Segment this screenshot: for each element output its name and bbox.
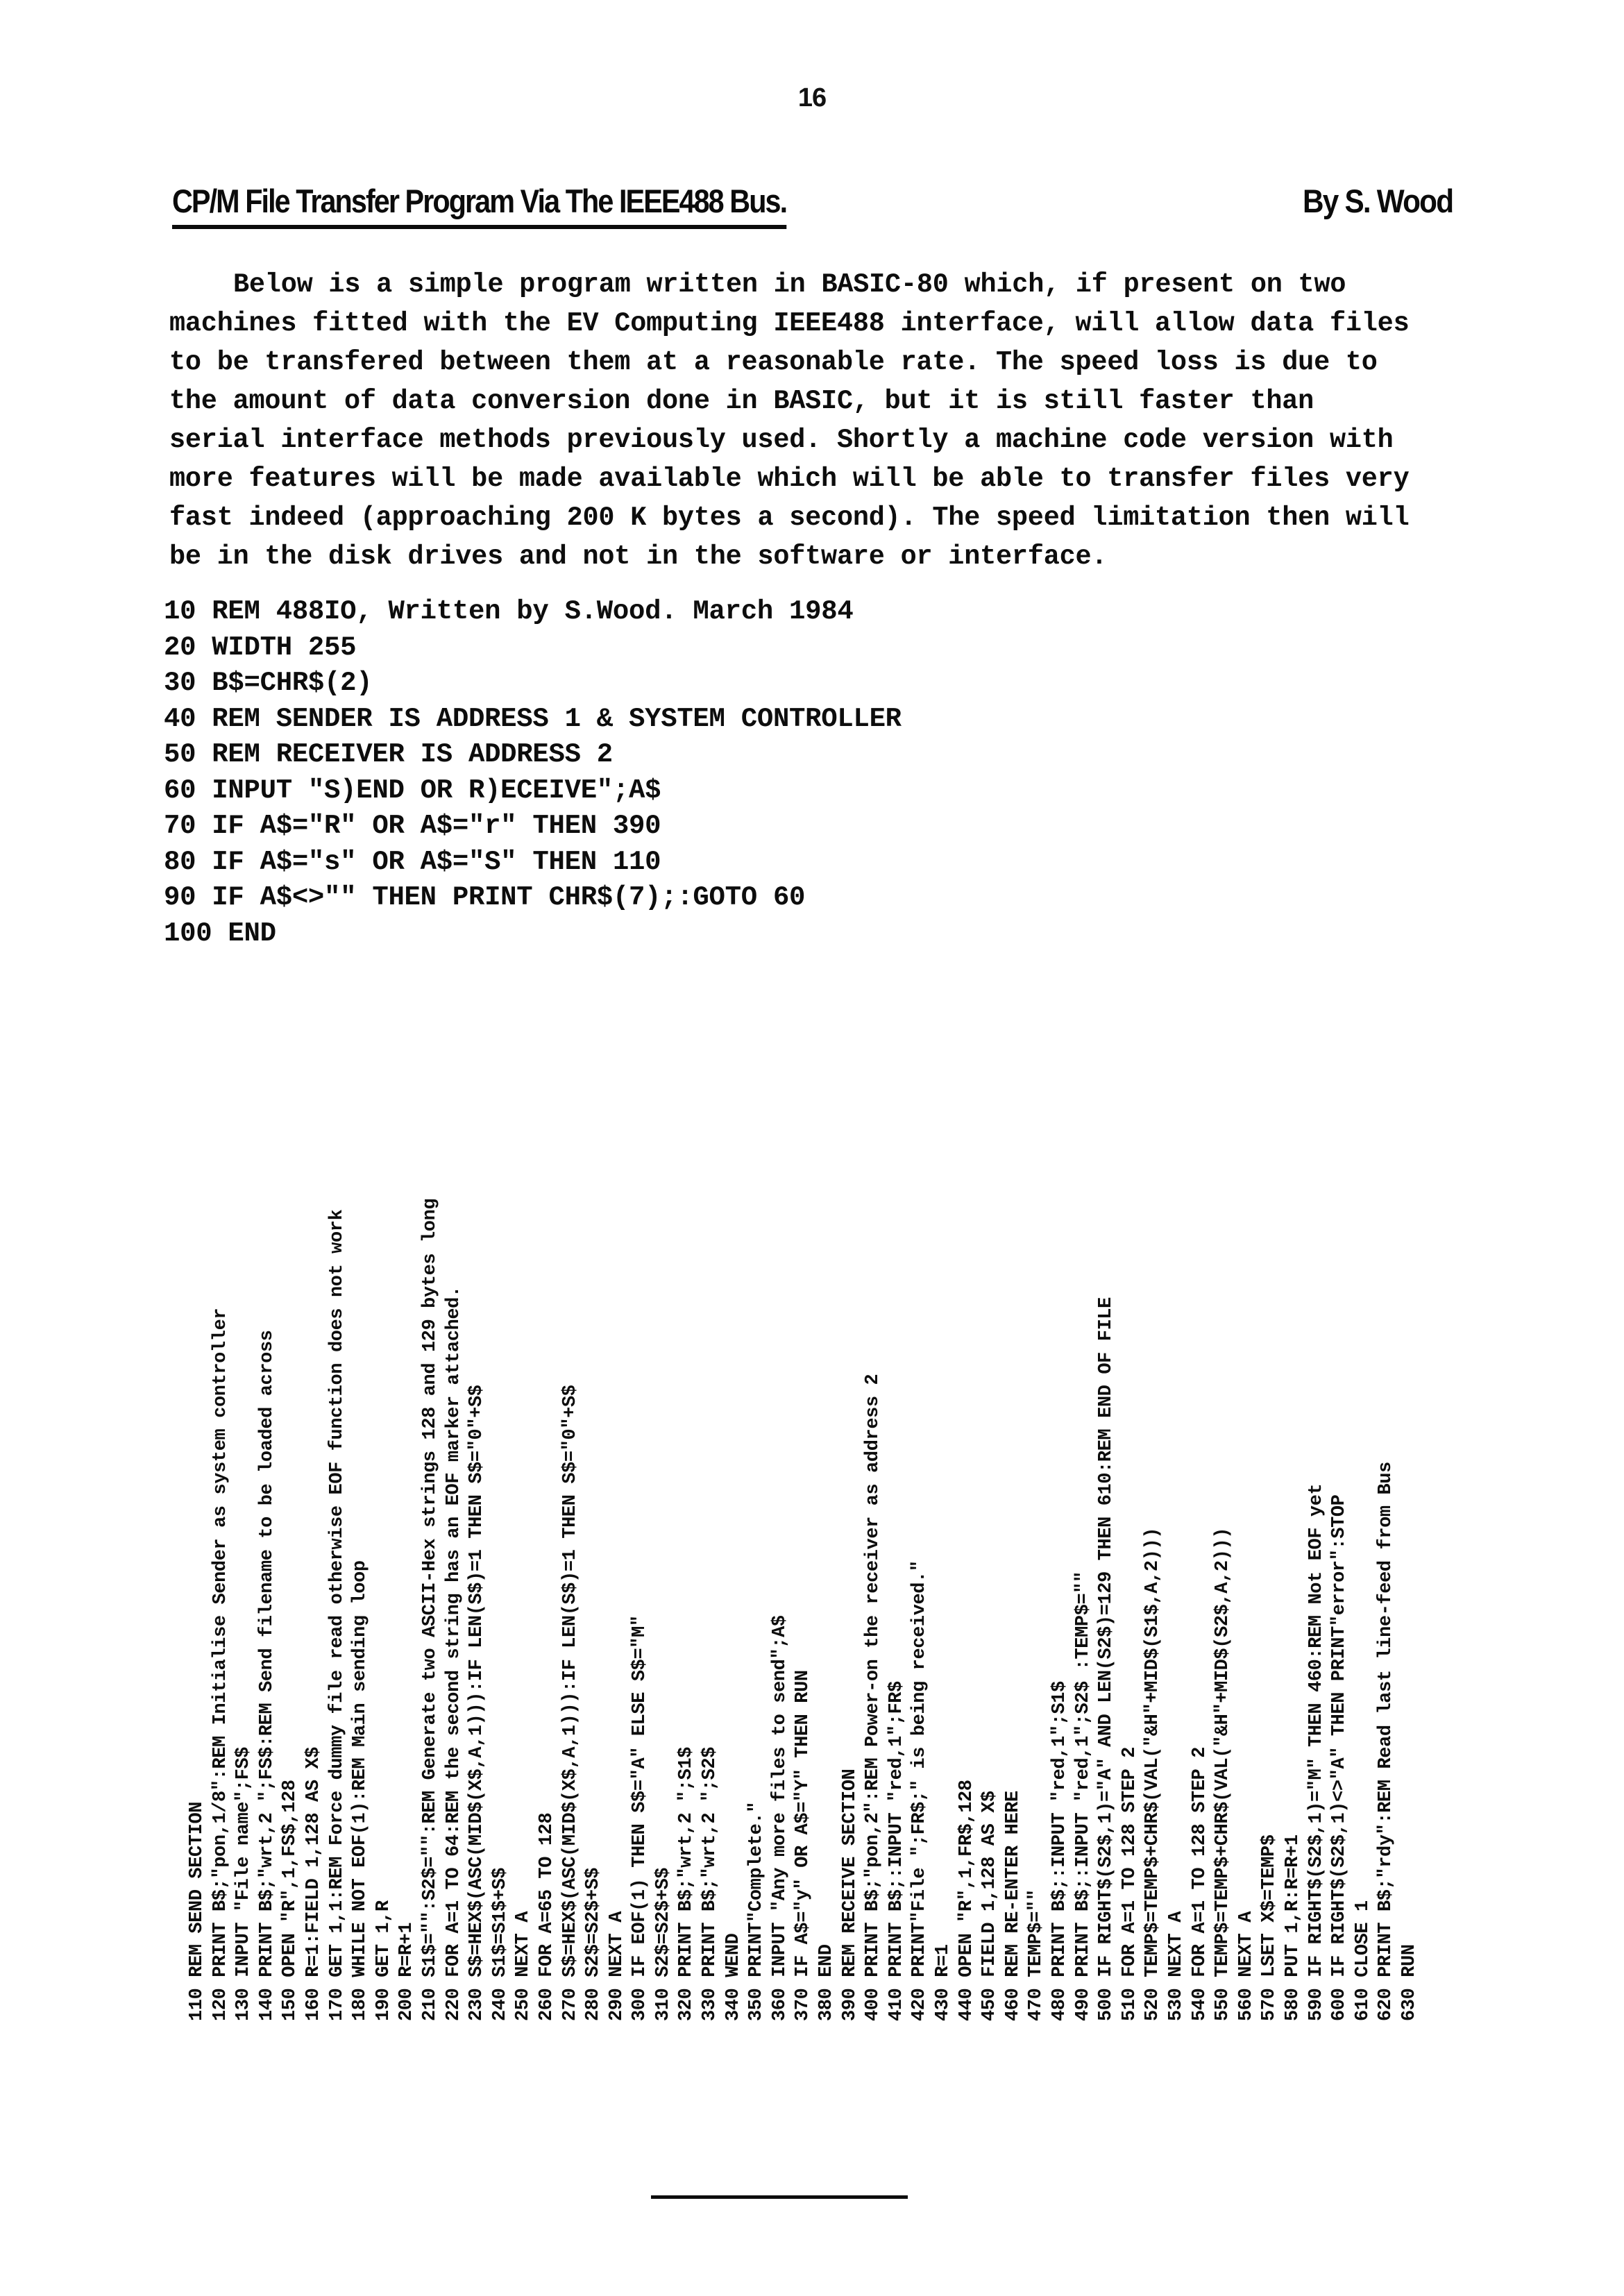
code-line: 400 PRINT B$;"pon,2":REM Power-on the receiver as address 2: [863, 1374, 884, 2021]
code-line: 70 IF A$="R" OR A$="r" THEN 390: [164, 811, 661, 841]
code-line: 460 REM RE-ENTER HERE: [1002, 1791, 1024, 2021]
code-line: 380 END: [816, 1944, 838, 2021]
text-line: to be transfered between them at a reasonable rate. The speed loss is due to: [169, 347, 1378, 378]
code-line: 550 TEMP$=TEMP$+CHR$(VAL("&H"+MID$(S2$,A,2))): [1212, 1527, 1234, 2021]
code-line: 620 PRINT B$;"rdy":REM Read last line-feed from Bus: [1376, 1462, 1397, 2021]
code-line: 450 FIELD 1,128 AS X$: [979, 1791, 1001, 2021]
code-line: 110 REM SEND SECTION: [187, 1801, 208, 2021]
code-line: 180 WHILE NOT EOF(1):REM Main sending loop: [350, 1560, 371, 2021]
code-line: 630 RUN: [1398, 1944, 1420, 2021]
intro-paragraph: [169, 265, 1464, 576]
text-line: machines fitted with the EV Computing IEEE488 interface, will allow data files: [169, 308, 1410, 339]
code-line: 230 S$=HEX$(ASC(MID$(X$,A,1))):IF LEN(S$)=1 THEN S$="0"+S$: [466, 1385, 488, 2021]
code-line: 470 TEMP$="": [1026, 1889, 1047, 2021]
code-line: 270 S$=HEX$(ASC(MID$(X$,A,1))):IF LEN(S$)=1 THEN S$="0"+S$: [559, 1385, 581, 2021]
code-line: 530 NEXT A: [1165, 1911, 1187, 2021]
code-line: 510 FOR A=1 TO 128 STEP 2: [1119, 1746, 1140, 2021]
code-line: 150 OPEN "R",1,FS$,128: [280, 1780, 301, 2021]
code-line: 60 INPUT "S)END OR R)ECEIVE";A$: [164, 775, 661, 806]
code-line: 600 IF RIGHT$(S2$,1)<>"A" THEN PRINT"error":STOP: [1329, 1494, 1351, 2021]
code-line: 370 IF A$="y" OR A$="Y" THEN RUN: [793, 1670, 814, 2021]
code-line: 500 IF RIGHT$(S2$,1)="A" AND LEN(S2$)=129 THEN 610:REM END OF FILE: [1096, 1297, 1117, 2021]
code-line: 170 GET 1,1:REM Force dummy file read otherwise EOF function does not work: [326, 1209, 348, 2021]
code-line: 90 IF A$<>"" THEN PRINT CHR$(7);:GOTO 60: [164, 882, 806, 913]
code-line: 290 NEXT A: [606, 1911, 627, 2021]
code-line: 220 FOR A=1 TO 64:REM the second string has an EOF marker attached.: [443, 1286, 464, 2021]
code-line: 100 END: [164, 918, 276, 949]
code-line: 40 REM SENDER IS ADDRESS 1 & SYSTEM CONTROLLER: [164, 703, 902, 734]
code-line: 570 LSET X$=TEMP$: [1259, 1834, 1280, 2021]
code-line: 520 TEMP$=TEMP$+CHR$(VAL("&H"+MID$(S1$,A,2))): [1142, 1527, 1164, 2021]
code-line: 210 S1$="":S2$="":REM Generate two ASCII-Hex strings 128 and 129 bytes long: [419, 1198, 441, 2021]
code-line: 420 PRINT"File ";FR$;" is being received.": [909, 1560, 931, 2021]
basic-listing-primary: [164, 594, 902, 952]
text-line: more features will be made available which will be able to transfer files very: [169, 464, 1410, 494]
code-line: 330 PRINT B$;"wrt,2 ";S2$: [700, 1746, 721, 2021]
code-line: 50 REM RECEIVER IS ADDRESS 2: [164, 739, 613, 770]
code-line: 120 PRINT B$;"pon,1/8":REM Initialise Sender as system controller: [210, 1308, 231, 2021]
code-line: 590 IF RIGHT$(S2$,1)="M" THEN 460:REM Not EOF yet: [1305, 1483, 1327, 2021]
article-title: CP/M File Transfer Program Via The IEEE488 Bus.: [172, 182, 786, 229]
code-line: 440 OPEN "R",1,FR$,128: [956, 1780, 977, 2021]
code-line: 130 INPUT "File name";FS$: [233, 1746, 255, 2021]
code-line: 310 S2$=S2$+S$: [652, 1867, 674, 2021]
code-line: 320 PRINT B$;"wrt,2 ";S1$: [676, 1746, 697, 2021]
code-line: 30 B$=CHR$(2): [164, 668, 373, 698]
code-line: 190 GET 1,R: [373, 1900, 394, 2021]
code-line: 10 REM 488IO, Written by S.Wood. March 1984: [164, 596, 854, 627]
code-line: 340 WEND: [722, 1933, 744, 2021]
code-line: 410 PRINT B$;:INPUT "red,1";FR$: [886, 1681, 907, 2021]
code-line: 140 PRINT B$;"wrt,2 ";FS$:REM Send filename to be loaded across: [256, 1330, 278, 2021]
code-line: 430 R=1: [933, 1944, 954, 2021]
code-line: 250 NEXT A: [513, 1911, 534, 2021]
code-line: 610 CLOSE 1: [1352, 1900, 1373, 2021]
code-line: 540 FOR A=1 TO 128 STEP 2: [1189, 1746, 1210, 2021]
code-line: 260 FOR A=65 TO 128: [536, 1812, 557, 2021]
code-line: 20 WIDTH 255: [164, 632, 357, 663]
code-line: 490 PRINT B$;:INPUT "red,1";S2$ :TEMP$="": [1072, 1571, 1094, 2021]
code-line: 280 S2$=S2$+S$: [583, 1867, 604, 2021]
code-line: 80 IF A$="s" OR A$="S" THEN 110: [164, 846, 661, 877]
code-line: 350 PRINT"Complete.": [746, 1801, 768, 2021]
code-line: 580 PUT 1,R:R=R+1: [1282, 1834, 1303, 2021]
code-line: 360 INPUT "Any more files to send";A$: [769, 1615, 790, 2021]
page-number: 16: [797, 83, 827, 112]
code-line: 390 REM RECEIVE SECTION: [839, 1769, 861, 2021]
text-line: be in the disk drives and not in the software or interface.: [169, 541, 1108, 572]
text-line: Below is a simple program written in BASIC-80 which, if present on two: [233, 269, 1346, 300]
basic-listing-rotated: [186, 1199, 1421, 2021]
code-line: 200 R=R+1: [396, 1922, 418, 2021]
code-line: 240 S1$=S1$+S$: [489, 1867, 511, 2021]
code-line: 480 PRINT B$;:INPUT "red,1";S1$: [1049, 1681, 1070, 2021]
code-line: 560 NEXT A: [1235, 1911, 1257, 2021]
article-header: [172, 182, 1453, 229]
bottom-divider-rule: [651, 2195, 908, 2199]
article-byline: By S. Wood: [1302, 183, 1453, 219]
code-line: 160 R=1:FIELD 1,128 AS X$: [303, 1746, 324, 2021]
text-line: serial interface methods previously used. Shortly a machine code version with: [169, 425, 1394, 455]
text-line: fast indeed (approaching 200 K bytes a second). The speed limitation then will: [169, 503, 1410, 533]
text-line: the amount of data conversion done in BASIC, but it is still faster than: [169, 386, 1314, 416]
code-line: 300 IF EOF(1) THEN S$="A" ELSE S$="M": [629, 1615, 651, 2021]
